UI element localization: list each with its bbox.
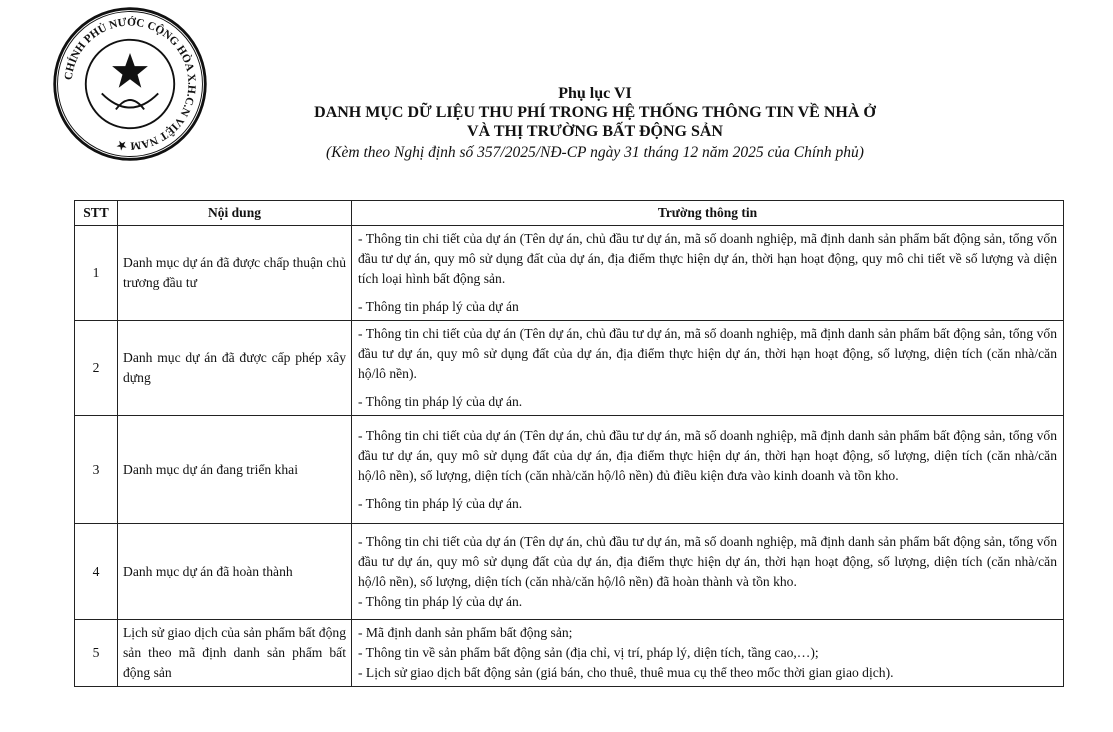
row-fields <box>352 416 1064 524</box>
row-number: 4 <box>75 524 118 620</box>
table-row <box>75 321 1064 416</box>
row-content: Danh mục dự án đã hoàn thành <box>118 524 352 620</box>
appendix-label: Phụ lục VI <box>558 85 632 102</box>
column-header-stt: STT <box>75 201 118 226</box>
document-subtitle: (Kèm theo Nghị định số 357/2025/NĐ-CP ngày 31 tháng 12 năm 2025 của Chính phủ) <box>326 144 864 161</box>
document-header <box>220 84 970 163</box>
table-row <box>75 416 1064 524</box>
svg-text:CHÍNH PHỦ NƯỚC CỘNG HÒA X.H.C.: CHÍNH PHỦ NƯỚC CỘNG HÒA X.H.C.N VIỆT NAM ★ <box>62 16 198 152</box>
field-item: - Thông tin pháp lý của dự án. <box>358 593 523 609</box>
column-header-fields: Trường thông tin <box>352 201 1064 226</box>
row-fields <box>352 226 1064 321</box>
table-row <box>75 524 1064 620</box>
table-row <box>75 620 1064 687</box>
field-item: - Thông tin chi tiết của dự án (Tên dự án, chủ đầu tư dự án, mã số doanh nghiệp, mã định danh sản phẩm bất động sản, tổng vốn đầu tư dự án, quy mô sử dụng đất của dự án, địa điểm thực hiện dự án, thời hạn hoạt động, quy mô chi tiết về số lượng và diện tích loại hình bất động sản. <box>358 231 1057 286</box>
row-number: 2 <box>75 321 118 416</box>
document-title-line1: DANH MỤC DỮ LIỆU THU PHÍ TRONG HỆ THỐNG THÔNG TIN VỀ NHÀ Ở <box>314 104 876 121</box>
table-row <box>75 226 1064 321</box>
document-title-line2: VÀ THỊ TRƯỜNG BẤT ĐỘNG SẢN <box>467 123 723 140</box>
row-content: Lịch sử giao dịch của sản phẩm bất động sản theo mã định danh sản phẩm bất động sản <box>118 620 352 687</box>
field-item: - Thông tin chi tiết của dự án (Tên dự án, chủ đầu tư dự án, mã số doanh nghiệp, mã định danh sản phẩm bất động sản, tổng vốn đầu tư dự án, quy mô sử dụng đất của dự án, địa điểm thực hiện dự án, thời hạn hoạt động, số lượng, diện tích (căn nhà/căn hộ/lô nền). <box>358 326 1057 381</box>
row-content: Danh mục dự án đang triển khai <box>118 416 352 524</box>
field-item: - Thông tin chi tiết của dự án (Tên dự án, chủ đầu tư dự án, mã số doanh nghiệp, mã định danh sản phẩm bất động sản, tổng vốn đầu tư dự án, quy mô sử dụng đất của dự án, địa điểm thực hiện dự án, thời hạn hoạt động, số lượng, diện tích (căn nhà/căn hộ/lô nền), số lượng, diện tích (căn nhà/căn hộ/lô nền) đã hoàn thành và tồn kho. <box>358 533 1057 589</box>
table-header-row <box>75 201 1064 226</box>
field-item: - Thông tin chi tiết của dự án (Tên dự án, chủ đầu tư dự án, mã số doanh nghiệp, mã định danh sản phẩm bất động sản, tổng vốn đầu tư dự án, quy mô sử dụng đất của dự án, địa điểm thực hiện dự án, thời hạn hoạt động, số lượng, diện tích (căn nhà/căn hộ/lô nền), số lượng, diện tích (căn nhà/căn hộ/lô nền) đủ điều kiện đưa vào kinh doanh và tồn kho. <box>358 427 1057 483</box>
data-catalog-table <box>74 200 1064 687</box>
field-item: - Lịch sử giao dịch bất động sản (giá bán, cho thuê, thuê mua cụ thể theo mốc thời gian giao dịch). <box>358 665 894 680</box>
row-fields <box>352 524 1064 620</box>
row-number: 5 <box>75 620 118 687</box>
field-item: - Thông tin pháp lý của dự án <box>358 299 519 314</box>
row-number: 1 <box>75 226 118 321</box>
field-item: - Thông tin pháp lý của dự án. <box>358 495 523 511</box>
official-seal <box>50 4 210 164</box>
field-item: - Thông tin về sản phẩm bất động sản (địa chỉ, vị trí, pháp lý, diện tích, tầng cao,…); <box>358 645 819 660</box>
field-item: - Thông tin pháp lý của dự án. <box>358 394 523 409</box>
row-content: Danh mục dự án đã được chấp thuận chủ trương đầu tư <box>118 226 352 321</box>
row-fields <box>352 321 1064 416</box>
row-content: Danh mục dự án đã được cấp phép xây dựng <box>118 321 352 416</box>
row-number: 3 <box>75 416 118 524</box>
field-item: - Mã định danh sản phẩm bất động sản; <box>358 625 573 640</box>
column-header-content: Nội dung <box>118 201 352 226</box>
row-fields <box>352 620 1064 687</box>
star-emblem-icon <box>112 53 148 88</box>
